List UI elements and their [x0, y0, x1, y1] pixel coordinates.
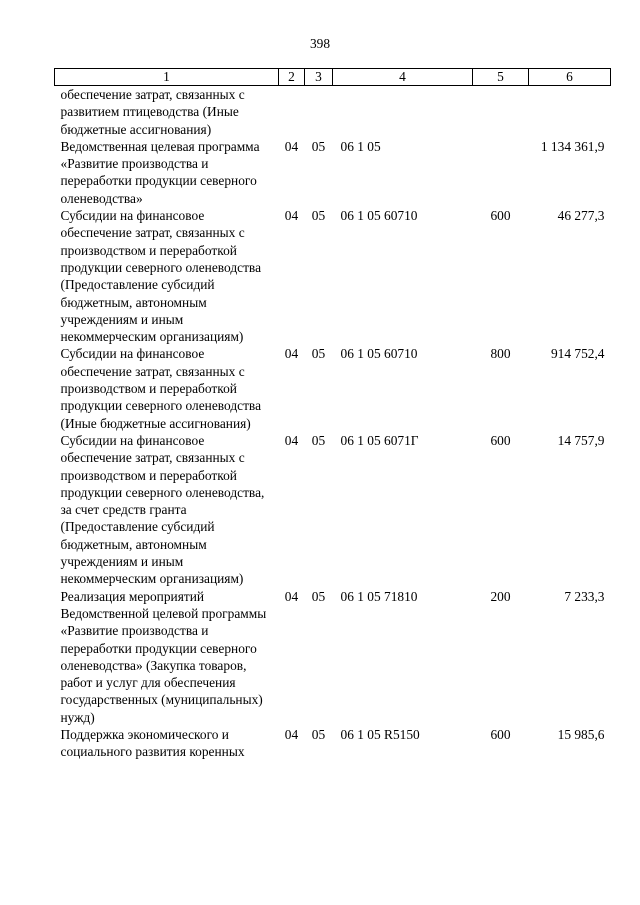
row-section: 04	[284, 432, 299, 448]
header-col-6: 6	[529, 69, 611, 86]
row-amount: 46 277,3	[557, 208, 605, 224]
row-target-code: 06 1 05 6071Г	[340, 432, 419, 448]
row-subsection	[305, 86, 333, 138]
row-name: Поддержка экономического и социального развития коренных	[60, 726, 245, 760]
row-target-code: 06 1 05 60710	[340, 208, 418, 224]
row-subsection: 05	[311, 208, 326, 224]
row-name: обеспечение затрат, связанных с развитием птицеводства (Иные бюджетные ассигнования)	[60, 87, 245, 137]
row-expense-type: 800	[490, 346, 511, 362]
row-name: Субсидии на финансовое обеспечение затрат, связанных с производством и переработкой продукции северного оленеводства (Предоставление субсидий бюджетным, автономным учреждениям и иным некоммерческим организациям)	[60, 208, 262, 345]
row-name: Ведомственная целевая программа «Развитие производства и переработки продукции северного оленеводства»	[60, 138, 260, 206]
row-amount	[529, 86, 611, 138]
row-expense-type: 200	[490, 588, 511, 604]
table-row	[55, 588, 611, 726]
row-target-code	[333, 86, 473, 138]
row-subsection: 05	[311, 346, 326, 362]
row-subsection: 05	[311, 726, 326, 742]
row-name: Субсидии на финансовое обеспечение затрат, связанных с производством и переработкой продукции северного оленеводства, за счет средств гранта (Предоставление субсидий бюджетным, автономным учреждениям и иным некоммерческим организациям)	[60, 432, 265, 587]
row-subsection: 05	[311, 432, 326, 448]
budget-table	[54, 68, 611, 761]
row-section: 04	[284, 726, 299, 742]
table-body	[55, 86, 611, 761]
row-subsection: 05	[311, 588, 326, 604]
row-section: 04	[284, 208, 299, 224]
header-col-5: 5	[473, 69, 529, 86]
header-col-3: 3	[305, 69, 333, 86]
header-col-4: 4	[333, 69, 473, 86]
table-row	[55, 432, 611, 588]
row-expense-type: 600	[490, 208, 511, 224]
table-row	[55, 138, 611, 207]
page-number: 398	[309, 36, 331, 51]
row-amount: 914 752,4	[550, 346, 605, 362]
row-target-code: 06 1 05 R5150	[340, 726, 420, 742]
row-section: 04	[284, 138, 299, 154]
table-row	[55, 207, 611, 345]
header-col-1: 1	[55, 69, 279, 86]
row-target-code: 06 1 05 71810	[340, 588, 418, 604]
row-target-code: 06 1 05	[340, 138, 381, 154]
header-col-2: 2	[279, 69, 305, 86]
row-expense-type: 600	[490, 726, 511, 742]
row-amount: 1 134 361,9	[540, 138, 605, 154]
row-expense-type	[473, 138, 529, 207]
row-expense-type: 600	[490, 432, 511, 448]
table-row	[55, 726, 611, 761]
row-amount: 14 757,9	[557, 432, 605, 448]
row-section	[279, 86, 305, 138]
row-amount: 7 233,3	[564, 588, 605, 604]
table-row	[55, 86, 611, 138]
table-row	[55, 345, 611, 431]
row-subsection: 05	[311, 138, 326, 154]
row-section: 04	[284, 346, 299, 362]
row-amount: 15 985,6	[557, 726, 605, 742]
row-section: 04	[284, 588, 299, 604]
row-name: Субсидии на финансовое обеспечение затрат, связанных с производством и переработкой продукции северного оленеводства (Иные бюджетные ассигнования)	[60, 346, 262, 431]
table-header	[55, 69, 611, 86]
row-name: Реализация мероприятий Ведомственной целевой программы «Развитие производства и переработки продукции северного оленеводства» (Закупка товаров, работ и услуг для обеспечения государственных (муниципальных) нужд)	[60, 588, 267, 725]
header-row	[55, 69, 611, 86]
row-expense-type	[473, 86, 529, 138]
row-target-code: 06 1 05 60710	[340, 346, 418, 362]
